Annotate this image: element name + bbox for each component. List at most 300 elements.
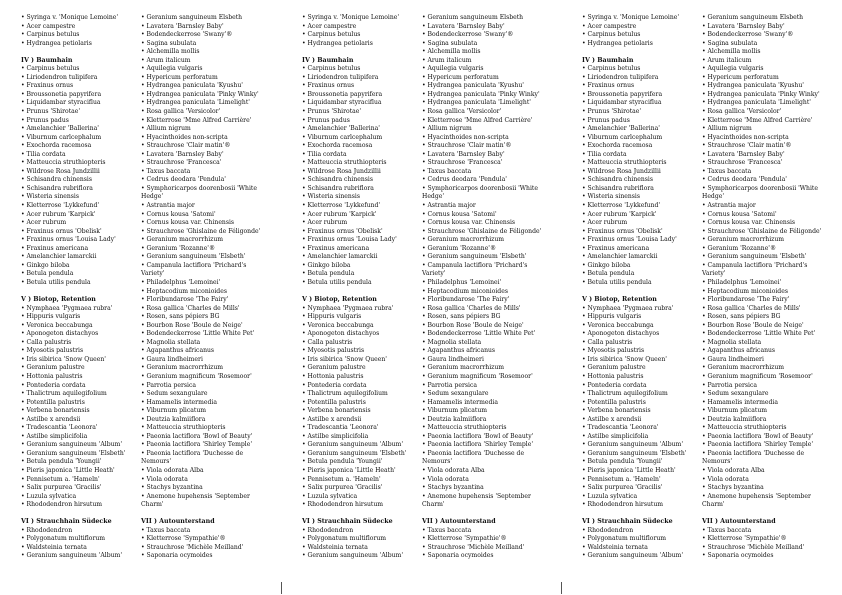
plant-list-item: • Rosen, sans pépiers BG: [422, 313, 501, 321]
plant-list-item: • Amelanchier lamarckii: [21, 253, 97, 261]
plant-list-item: • Aponogeton distachyos: [21, 330, 99, 338]
page-divider: [281, 582, 282, 594]
plant-list-item: • Ginkgo biloba: [302, 261, 351, 269]
plant-list-item: • Waldsteinia ternata: [21, 543, 87, 551]
plant-list-item: • Viburnum carlcephalum: [21, 133, 102, 141]
plant-list-item: • Tradescantia 'Leonora': [21, 424, 98, 432]
plant-list-item: • Viola odorata Alba: [422, 466, 485, 474]
plant-list-item: Hedge': [422, 193, 445, 201]
plant-list-item: • Bourbon Rose 'Boule de Neige': [422, 321, 524, 329]
plant-list-item: • Bodendeckerrose 'Swany'®: [141, 31, 233, 39]
plant-list-item: • Fraxinus americana: [302, 244, 370, 252]
plant-list-item: • Thalictrum aquilegifolium: [21, 390, 107, 398]
plant-list-item: • Acer rubrum 'Karpick': [582, 210, 657, 218]
plant-list-item: • Magnolia stellata: [141, 338, 201, 346]
plant-list-item: • Astilbe x arendsii: [302, 415, 362, 423]
plant-list-item: • Lavatera 'Barnsley Baby': [422, 22, 505, 30]
plant-list-item: • Paeonia lactiflora 'Duchesse de: [141, 449, 244, 457]
plant-list-item: • Fraxinus ornus: [582, 82, 635, 90]
page-divider: [561, 582, 562, 594]
plant-list-item: • Stachys byzantina: [702, 484, 764, 492]
section-heading: V ) Biotop, Retention: [21, 296, 96, 304]
plant-list-item: • Deutzia kalmiiflora: [422, 415, 487, 423]
plant-list-item: • Campanula lactiflora 'Prichard's: [422, 261, 528, 269]
plant-list-item: • Hippuris vulgaris: [302, 313, 362, 321]
plant-list-item: • Astilbe simplicifolia: [302, 432, 369, 440]
blank-line: [302, 510, 432, 519]
plant-list-item: • Anemone hupehensis 'September: [141, 492, 250, 500]
panel-2: [302, 14, 572, 594]
plant-list-item: • Hydrangea paniculata 'Pinky Winky': [702, 90, 820, 98]
plant-list-item: • Prunus padus: [582, 116, 630, 124]
plant-list-item: • Hydrangea paniculata 'Limelight': [702, 99, 811, 107]
plant-list-item: • Amelanchier lamarckii: [302, 253, 378, 261]
section-heading: VI ) Strauchhain Südecke: [582, 518, 673, 526]
plant-list-item: • Strauchrose 'Francesca': [702, 159, 783, 167]
plant-list-item: • Deutzia kalmiiflora: [141, 415, 206, 423]
plant-list-item: • Geranium macrorrhizum: [702, 236, 785, 244]
plant-list-item: • Fraxinus americana: [21, 244, 89, 252]
plant-list-item: • Acer rubrum 'Karpick': [21, 210, 96, 218]
plant-list-item: • Viburnum plicatum: [422, 407, 488, 415]
plant-list-item: • Rhododendron: [302, 526, 354, 534]
plant-list-item: • Arum italicum: [422, 56, 472, 64]
plant-list-item: • Geranium palustre: [582, 364, 646, 372]
column-left: [582, 14, 712, 561]
plant-list-item: • Strauchrose 'Clair matin'®: [702, 142, 792, 150]
plant-list-item: • Hydrangea paniculata 'Kyushu': [141, 82, 243, 90]
plant-list-item: • Betula pendula 'Youngii': [582, 458, 663, 466]
plant-list-item: • Cornus kousa var. Chinensis: [422, 219, 516, 227]
plant-list-item: • Carpinus betulus: [582, 31, 641, 39]
plant-list-item: • Paeonia lactiflora 'Shirley Temple': [422, 441, 533, 449]
plant-list-item: • Bodendeckerrose 'Little White Pet': [422, 330, 536, 338]
plant-list-item: • Hydrangea petiolaris: [21, 39, 92, 47]
plant-list-item: • Strauchrose 'Michèle Meilland': [422, 543, 525, 551]
plant-list-item: • Hydrangea paniculata 'Pinky Winky': [422, 90, 540, 98]
plant-list-item: • Stachys byzantina: [422, 484, 484, 492]
plant-list-item: • Hyacinthoides non-scripta: [141, 133, 228, 141]
plant-list-item: • Verbena bonariensis: [302, 407, 371, 415]
plant-list-item: • Acer rubrum: [302, 219, 348, 227]
plant-list-item: • Acer rubrum: [582, 219, 628, 227]
plant-list-item: • Paeonia lactiflora 'Shirley Temple': [141, 441, 252, 449]
plant-list-item: • Arum italicum: [141, 56, 191, 64]
plant-list-item: • Hippuris vulgaris: [21, 313, 81, 321]
plant-list-item: • Strauchrose 'Michèle Meilland': [141, 543, 244, 551]
plant-list-item: • Strauchrose 'Clair matin'®: [422, 142, 512, 150]
plant-list-item: • Tradescantia 'Leonora': [302, 424, 379, 432]
section-heading: VII ) Autounterstand: [141, 518, 215, 526]
plant-list-item: • Acer campestre: [21, 22, 76, 30]
plant-list-item: • Cedrus deodara 'Pendula': [702, 176, 787, 184]
plant-list-item: • Lavatera 'Barnsley Baby': [141, 22, 224, 30]
plant-list-item: • Agapanthus africanus: [141, 347, 215, 355]
plant-list-item: • Carpinus betulus: [302, 65, 361, 73]
plant-list-item: • Wisteria sinensis: [582, 193, 640, 201]
plant-list-item: • Hydrangea paniculata 'Pinky Winky': [141, 90, 259, 98]
plant-list-item: • Rosa gallica 'Versicolor': [422, 108, 502, 116]
plant-list-item: • Sagina subulata: [141, 39, 197, 47]
plant-list-item: • Deutzia kalmiiflora: [702, 415, 767, 423]
section-heading: VII ) Autounterstand: [702, 518, 776, 526]
blank-line: [582, 510, 712, 519]
plant-list-item: • Magnolia stellata: [702, 338, 762, 346]
plant-list-item: • Rhododendron hirsutum: [302, 501, 384, 509]
blank-line: [21, 48, 151, 57]
plant-list-item: • Rosa gallica 'Charles de Mills': [702, 304, 801, 312]
plant-list-item: • Arum italicum: [702, 56, 752, 64]
plant-list-item: • Verbena bonariensis: [21, 407, 90, 415]
plant-list-item: • Myosotis palustris: [21, 347, 84, 355]
plant-list-item: • Floribundarose 'The Fairy': [422, 296, 510, 304]
plant-list-item: • Aponogeton distachyos: [302, 330, 380, 338]
plant-list-item: • Bourbon Rose 'Boule de Neige': [702, 321, 804, 329]
section-heading: VI ) Strauchhain Südecke: [302, 518, 393, 526]
plant-list-item: • Exochorda racemosa: [582, 142, 653, 150]
plant-list-item: • Acer rubrum: [21, 219, 67, 227]
plant-list-item: • Geranium sanguineum 'Elsbeth': [422, 253, 527, 261]
plant-list-item: • Wisteria sinensis: [302, 193, 360, 201]
plant-list-item: • Hamamelis intermedia: [422, 398, 498, 406]
plant-list-item: • Waldsteinia ternata: [302, 543, 368, 551]
plant-list-item: • Luzula sylvatica: [582, 492, 638, 500]
plant-list-item: • Syringa v. 'Monique Lemoine': [21, 14, 119, 21]
column-left: [302, 14, 432, 561]
plant-list-item: • Matteuccia struthiopteris: [21, 159, 106, 167]
plant-list-item: • Hydrangea paniculata 'Kyushu': [702, 82, 804, 90]
plant-list-item: • Strauchrose 'Ghislaine de Féligonde': [422, 227, 542, 235]
plant-list-item: • Schisandra rubriflora: [302, 184, 374, 192]
plant-list-item: • Geranium sanguineum Elsbeth: [422, 14, 524, 21]
plant-list-item: • Potentilla palustris: [582, 398, 646, 406]
plant-list-item: • Acer rubrum 'Karpick': [302, 210, 377, 218]
plant-list-item: • Strauchrose 'Francesca': [141, 159, 222, 167]
blank-line: [702, 510, 832, 519]
plant-list-item: • Aquilegia vulgaris: [141, 65, 203, 73]
plant-list-item: • Geranium magnificum 'Rosemoor': [422, 372, 533, 380]
plant-list-item: • Betula utilis pendula: [582, 278, 652, 286]
plant-list-item: • Astrantia major: [141, 202, 195, 210]
blank-line: [302, 288, 432, 297]
plant-list-item: • Anemone hupehensis 'September: [422, 492, 531, 500]
plant-list-item: • Myosotis palustris: [582, 347, 645, 355]
plant-list-item: • Liriodendron tulipifera: [582, 73, 659, 81]
plant-list-item: • Kletterrose 'Mme Alfred Carrière': [702, 116, 813, 124]
column-right: [422, 14, 552, 561]
plant-list-item: • Geranium macrorrhizum: [141, 364, 224, 372]
plant-list-item: • Matteuccia struthiopteris: [302, 159, 387, 167]
plant-list-item: • Sedum sexangulare: [141, 390, 208, 398]
plant-list-item: • Geranium sanguineum 'Elsbeth': [141, 253, 246, 261]
plant-list-item: • Saponaria ocymoides: [422, 552, 494, 560]
plant-list-item: • Fraxinus ornus: [302, 82, 355, 90]
plant-list-item: • Salix purpurea 'Gracilis': [21, 484, 102, 492]
plant-list-item: • Syringa v. 'Monique Lemoine': [302, 14, 400, 21]
plant-list-item: • Taxus baccata: [141, 526, 191, 534]
plant-list-item: • Iris sibirica 'Snow Queen': [582, 355, 667, 363]
plant-list-item: • Acer campestre: [582, 22, 637, 30]
plant-list-item: • Astilbe x arendsii: [21, 415, 81, 423]
plant-list-item: • Sagina subulata: [702, 39, 758, 47]
plant-list-item: • Philadelphus 'Lemoinei': [141, 278, 221, 286]
plant-list-item: • Calla palustris: [21, 338, 72, 346]
plant-list-item: • Thalictrum aquilegifolium: [302, 390, 388, 398]
plant-list-item: • Viburnum carlcephalum: [302, 133, 383, 141]
plant-list-item: • Alchemilla mollis: [702, 48, 761, 56]
plant-list-item: • Geranium sanguineum 'Album': [582, 552, 683, 560]
plant-list-item: • Sedum sexangulare: [702, 390, 769, 398]
plant-list-item: • Heptacodium miconioides: [702, 287, 788, 295]
blank-line: [141, 510, 271, 519]
plant-list-item: • Philadelphus 'Lemoinei': [422, 278, 502, 286]
column-left: [21, 14, 151, 561]
plant-list-item: • Allium nigrum: [422, 125, 472, 133]
plant-list-item: • Rosen, sans pépiers BG: [141, 313, 220, 321]
plant-list-item: • Taxus baccata: [702, 526, 752, 534]
plant-list-item: • Polygonatum multiflorum: [302, 535, 387, 543]
plant-list-item: • Salix purpurea 'Gracilis': [582, 484, 663, 492]
plant-list-item: • Hypericum perforatum: [422, 73, 499, 81]
plant-list-item: • Rosa gallica 'Charles de Mills': [141, 304, 240, 312]
section-heading: IV ) Baumhain: [582, 56, 634, 64]
plant-list-item: • Alchemilla mollis: [141, 48, 200, 56]
plant-list-item: • Wildrose Rosa Jundzillii: [582, 167, 661, 175]
blank-line: [422, 510, 552, 519]
plant-list-item: • Betula pendula: [302, 270, 355, 278]
plant-list-item: • Kletterrose 'Lykkefund': [302, 202, 381, 210]
plant-list-item: • Pieris japonica 'Little Heath': [302, 466, 396, 474]
plant-list-item: • Kletterrose 'Sympathie'®: [422, 535, 507, 543]
plant-list-item: • Campanula lactiflora 'Prichard's: [702, 261, 808, 269]
plant-list-item: • Viola odorata: [141, 475, 188, 483]
plant-list-item: • Liriodendron tulipifera: [302, 73, 379, 81]
plant-list-item: • Fraxinus ornus 'Obelisk': [302, 227, 383, 235]
plant-list-item: • Wildrose Rosa Jundzillii: [302, 167, 381, 175]
plant-list-item: • Sagina subulata: [422, 39, 478, 47]
plant-list-item: • Hamamelis intermedia: [702, 398, 778, 406]
plant-list-item: • Philadelphus 'Lemoinei': [702, 278, 782, 286]
plant-list-item: • Aquilegia vulgaris: [422, 65, 484, 73]
plant-list-item: Charm': [702, 501, 725, 509]
plant-list-item: • Geranium sanguineum Elsbeth: [702, 14, 804, 21]
plant-list-item: • Rosa gallica 'Versicolor': [702, 108, 782, 116]
plant-list-item: • Tilia cordata: [302, 150, 347, 158]
plant-list-item: • Liriodendron tulipifera: [21, 73, 98, 81]
plant-list-item: • Cornus kousa var. Chinensis: [141, 219, 235, 227]
blank-line: [21, 288, 151, 297]
plant-list-item: • Hyacinthoides non-scripta: [422, 133, 509, 141]
plant-list-item: Hedge': [141, 193, 164, 201]
plant-list-item: • Paeonia lactiflora 'Duchesse de: [702, 449, 805, 457]
plant-list-item: Nemours': [141, 458, 172, 466]
plant-list-item: • Viola odorata Alba: [702, 466, 765, 474]
plant-list-item: • Hydrangea petiolaris: [302, 39, 373, 47]
plant-list-item: • Tradescantia 'Leonora': [582, 424, 659, 432]
plant-list-item: • Prunus 'Shirotae': [302, 108, 362, 116]
plant-list-item: • Rosa gallica 'Charles de Mills': [422, 304, 521, 312]
plant-list-item: • Broussonetia papyrifera: [21, 90, 102, 98]
plant-list-item: • Gaura lindheimeri: [422, 355, 484, 363]
plant-list-item: • Syringa v. 'Monique Lemoine': [582, 14, 680, 21]
plant-list-item: • Iris sibirica 'Snow Queen': [302, 355, 387, 363]
plant-list-item: • Ginkgo biloba: [582, 261, 631, 269]
plant-list-item: • Carpinus betulus: [21, 31, 80, 39]
plant-list-item: • Pieris japonica 'Little Heath': [21, 466, 115, 474]
plant-list-item: • Taxus baccata: [141, 167, 191, 175]
plant-list-item: • Hydrangea paniculata 'Limelight': [422, 99, 531, 107]
plant-list-item: • Potentilla palustris: [21, 398, 85, 406]
plant-list-item: • Betula utilis pendula: [21, 278, 91, 286]
plant-list-item: • Rosa gallica 'Versicolor': [141, 108, 221, 116]
plant-list-item: • Gaura lindheimeri: [141, 355, 203, 363]
plant-list-item: • Prunus 'Shirotae': [582, 108, 642, 116]
plant-list-item: • Fraxinus ornus 'Louisa Lady': [582, 236, 677, 244]
plant-list-item: • Geranium magnificum 'Rosemoor': [141, 372, 252, 380]
plant-list-item: • Geranium palustre: [21, 364, 85, 372]
plant-list-item: • Hottonia palustris: [582, 372, 644, 380]
column-right: [141, 14, 271, 561]
plant-list-item: • Geranium palustre: [302, 364, 366, 372]
plant-list-item: • Prunus padus: [21, 116, 69, 124]
plant-list-item: • Strauchrose 'Ghislaine de Féligonde': [141, 227, 261, 235]
plant-list-item: • Pennisetum a. 'Hameln': [21, 475, 100, 483]
plant-list-item: • Hyacinthoides non-scripta: [702, 133, 789, 141]
plant-list-item: • Kletterrose 'Sympathie'®: [702, 535, 787, 543]
plant-list-item: • Lavatera 'Barnsley Baby': [141, 150, 224, 158]
blank-line: [582, 288, 712, 297]
plant-list-item: • Hottonia palustris: [21, 372, 83, 380]
plant-list-item: • Taxus baccata: [422, 167, 472, 175]
plant-list-item: • Viburnum plicatum: [702, 407, 768, 415]
plant-list-item: • Pieris japonica 'Little Heath': [582, 466, 676, 474]
plant-list-item: • Paeonia lactiflora 'Duchesse de: [422, 449, 525, 457]
plant-list-item: • Sedum sexangulare: [422, 390, 489, 398]
plant-list-item: • Strauchrose 'Clair matin'®: [141, 142, 231, 150]
plant-list-item: • Paeonia lactiflora 'Bowl of Beauty': [702, 432, 814, 440]
plant-list-item: • Amelanchier 'Ballerina': [21, 125, 99, 133]
plant-list-item: • Rhododendron hirsutum: [21, 501, 103, 509]
plant-list-item: • Agapanthus africanus: [422, 347, 496, 355]
plant-list-item: • Hydrangea paniculata 'Kyushu': [422, 82, 524, 90]
plant-list-item: • Floribundarose 'The Fairy': [702, 296, 790, 304]
plant-list-item: • Prunus 'Shirotae': [21, 108, 81, 116]
plant-list-item: • Matteuccia struthiopteris: [422, 424, 507, 432]
plant-list-item: • Pontederia cordata: [582, 381, 647, 389]
plant-list-item: • Symphoricarpos doorenbosii 'White: [702, 184, 818, 192]
plant-list-item: • Cornus kousa var. Chinensis: [702, 219, 796, 227]
plant-list-item: • Geranium macrorrhizum: [141, 236, 224, 244]
plant-list-item: • Geranium sanguineum 'Album': [21, 552, 122, 560]
plant-list-item: • Betula pendula: [582, 270, 635, 278]
plant-list-item: • Exochorda racemosa: [21, 142, 92, 150]
plant-list-item: • Matteuccia struthiopteris: [582, 159, 667, 167]
plant-list-item: • Hamamelis intermedia: [141, 398, 217, 406]
plant-list-item: • Matteuccia struthiopteris: [141, 424, 226, 432]
plant-list-item: • Parrotia persica: [141, 381, 196, 389]
plant-list-item: • Bourbon Rose 'Boule de Neige': [141, 321, 243, 329]
plant-list-item: • Veronica beccabunga: [21, 321, 93, 329]
plant-list-item: • Schisandra rubriflora: [582, 184, 654, 192]
plant-list-item: • Broussonetia papyrifera: [302, 90, 383, 98]
plant-list-item: • Lavatera 'Barnsley Baby': [702, 22, 785, 30]
plant-list-item: • Polygonatum multiflorum: [21, 535, 106, 543]
plant-list-item: • Strauchrose 'Ghislaine de Féligonde': [702, 227, 822, 235]
plant-list-item: • Kletterrose 'Lykkefund': [582, 202, 661, 210]
plant-list-item: • Geranium magnificum 'Rosemoor': [702, 372, 813, 380]
plant-list-item: • Geranium sanguineum 'Elsbeth': [21, 449, 126, 457]
plant-list-item: • Luzula sylvatica: [302, 492, 358, 500]
plant-list-item: • Wisteria sinensis: [21, 193, 79, 201]
plant-list-item: • Nymphaea 'Pygmaea rubra': [302, 304, 394, 312]
plant-list-item: • Schisandra rubriflora: [21, 184, 93, 192]
plant-list-item: Charm': [422, 501, 445, 509]
plant-list-item: • Potentilla palustris: [302, 398, 366, 406]
plant-list-item: Nemours': [702, 458, 733, 466]
plant-list-item: • Amelanchier lamarckii: [582, 253, 658, 261]
plant-list-item: • Matteuccia struthiopteris: [702, 424, 787, 432]
plant-list-item: • Viburnum carlcephalum: [582, 133, 663, 141]
plant-list-item: Nemours': [422, 458, 453, 466]
plant-list-item: • Schisandra chinensis: [582, 176, 654, 184]
plant-list-item: • Geranium sanguineum 'Album': [302, 552, 403, 560]
plant-list-item: • Viola odorata: [422, 475, 469, 483]
plant-list-item: • Alchemilla mollis: [422, 48, 481, 56]
plant-list-item: • Thalictrum aquilegifolium: [582, 390, 668, 398]
plant-list-item: • Hippuris vulgaris: [582, 313, 642, 321]
plant-list-item: • Rhododendron: [582, 526, 634, 534]
plant-list-item: • Geranium sanguineum 'Elsbeth': [582, 449, 687, 457]
plant-list-item: • Kletterrose 'Lykkefund': [21, 202, 100, 210]
section-heading: IV ) Baumhain: [302, 56, 354, 64]
plant-list-item: • Astilbe simplicifolia: [21, 432, 88, 440]
plant-list-item: • Ginkgo biloba: [21, 261, 70, 269]
plant-list-item: • Liquidambar styraciflua: [302, 99, 382, 107]
section-heading: V ) Biotop, Retention: [302, 296, 377, 304]
plant-list-item: • Paeonia lactiflora 'Bowl of Beauty': [422, 432, 534, 440]
plant-list-item: • Anemone hupehensis 'September: [702, 492, 811, 500]
plant-list-item: • Viburnum plicatum: [141, 407, 207, 415]
plant-list-item: • Liquidambar styraciflua: [582, 99, 662, 107]
plant-list-item: • Symphoricarpos doorenbosii 'White: [422, 184, 538, 192]
plant-list-item: • Myosotis palustris: [302, 347, 365, 355]
plant-list-item: • Acer campestre: [302, 22, 357, 30]
plant-list-item: • Fraxinus ornus 'Obelisk': [582, 227, 663, 235]
plant-list-item: • Verbena bonariensis: [582, 407, 651, 415]
plant-list-item: • Hypericum perforatum: [702, 73, 779, 81]
plant-list-item: • Nymphaea 'Pygmaea rubra': [21, 304, 113, 312]
plant-list-item: • Lavatera 'Barnsley Baby': [702, 150, 785, 158]
plant-list-item: • Amelanchier 'Ballerina': [302, 125, 380, 133]
blank-line: [582, 48, 712, 57]
plant-list-item: • Paeonia lactiflora 'Bowl of Beauty': [141, 432, 253, 440]
plant-list-item: • Broussonetia papyrifera: [582, 90, 663, 98]
plant-list-item: • Gaura lindheimeri: [702, 355, 764, 363]
plant-list-item: • Strauchrose 'Francesca': [422, 159, 503, 167]
plant-list-item: • Prunus padus: [302, 116, 350, 124]
plant-list-item: • Cornus kousa 'Satomi': [141, 210, 216, 218]
plant-list-item: • Schisandra chinensis: [302, 176, 374, 184]
plant-list-item: • Parrotia persica: [422, 381, 477, 389]
plant-list-item: • Geranium 'Rozanne'®: [702, 244, 777, 252]
plant-list-item: • Rhododendron: [21, 526, 73, 534]
plant-list-item: • Floribundarose 'The Fairy': [141, 296, 229, 304]
plant-list-item: • Schisandra chinensis: [21, 176, 93, 184]
plant-list-item: • Rosen, sans pépiers BG: [702, 313, 781, 321]
plant-list-item: • Fraxinus ornus: [21, 82, 74, 90]
plant-list-item: • Geranium 'Rozanne'®: [422, 244, 497, 252]
plant-list-item: Hedge': [702, 193, 725, 201]
